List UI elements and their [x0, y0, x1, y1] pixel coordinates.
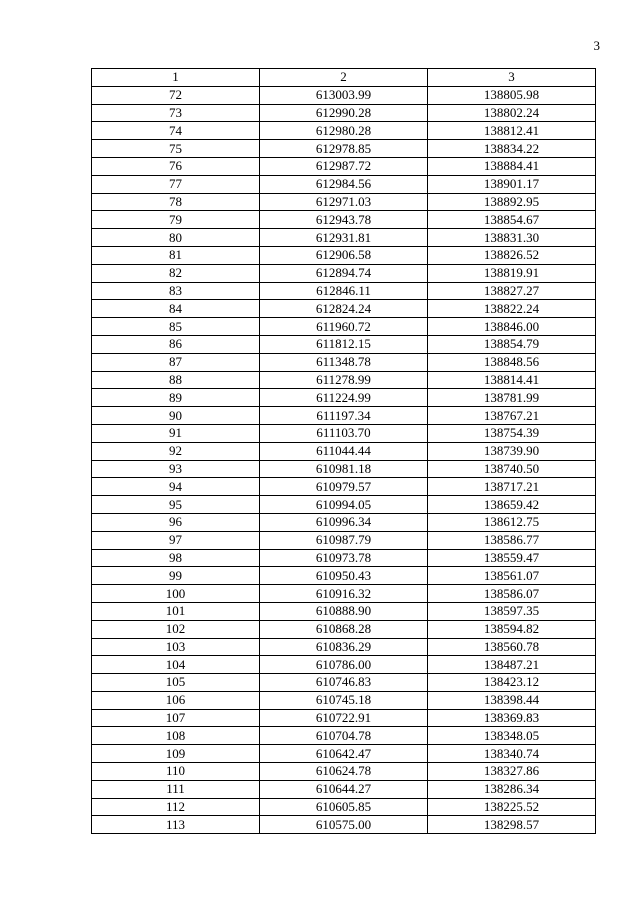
- cell-point-number: 90: [92, 407, 260, 425]
- table-row: [92, 389, 596, 407]
- cell-y-coordinate: 138740.50: [428, 460, 596, 478]
- cell-x-coordinate: 610981.18: [260, 460, 428, 478]
- cell-x-coordinate: 610624.78: [260, 763, 428, 781]
- table-row: [92, 300, 596, 318]
- cell-x-coordinate: 610868.28: [260, 620, 428, 638]
- table-row: [92, 371, 596, 389]
- cell-y-coordinate: 138767.21: [428, 407, 596, 425]
- table-row: [92, 157, 596, 175]
- cell-point-number: 85: [92, 318, 260, 336]
- cell-y-coordinate: 138754.39: [428, 424, 596, 442]
- cell-y-coordinate: 138594.82: [428, 620, 596, 638]
- cell-point-number: 99: [92, 567, 260, 585]
- cell-point-number: 77: [92, 175, 260, 193]
- table-row: [92, 335, 596, 353]
- cell-x-coordinate: 610950.43: [260, 567, 428, 585]
- coordinates-table: [91, 68, 596, 834]
- cell-y-coordinate: 138423.12: [428, 674, 596, 692]
- cell-point-number: 101: [92, 602, 260, 620]
- cell-x-coordinate: 612824.24: [260, 300, 428, 318]
- cell-y-coordinate: 138739.90: [428, 442, 596, 460]
- cell-x-coordinate: 612894.74: [260, 264, 428, 282]
- cell-y-coordinate: 138827.27: [428, 282, 596, 300]
- cell-point-number: 102: [92, 620, 260, 638]
- table-row: [92, 318, 596, 336]
- table-row: [92, 460, 596, 478]
- cell-x-coordinate: 610745.18: [260, 691, 428, 709]
- cell-y-coordinate: 138901.17: [428, 175, 596, 193]
- table-row: [92, 549, 596, 567]
- table-row: [92, 104, 596, 122]
- cell-x-coordinate: 613003.99: [260, 86, 428, 104]
- cell-y-coordinate: 138659.42: [428, 496, 596, 514]
- cell-y-coordinate: 138781.99: [428, 389, 596, 407]
- cell-point-number: 103: [92, 638, 260, 656]
- column-header-point-number: 1: [92, 69, 260, 87]
- cell-point-number: 79: [92, 211, 260, 229]
- table-row: [92, 282, 596, 300]
- table-row: [92, 691, 596, 709]
- table-row: [92, 211, 596, 229]
- cell-x-coordinate: 611044.44: [260, 442, 428, 460]
- cell-point-number: 88: [92, 371, 260, 389]
- cell-x-coordinate: 610836.29: [260, 638, 428, 656]
- cell-y-coordinate: 138487.21: [428, 656, 596, 674]
- cell-point-number: 83: [92, 282, 260, 300]
- cell-x-coordinate: 610994.05: [260, 496, 428, 514]
- cell-x-coordinate: 612931.81: [260, 229, 428, 247]
- table-row: [92, 656, 596, 674]
- cell-point-number: 105: [92, 674, 260, 692]
- cell-y-coordinate: 138854.79: [428, 335, 596, 353]
- cell-x-coordinate: 612990.28: [260, 104, 428, 122]
- cell-x-coordinate: 610979.57: [260, 478, 428, 496]
- cell-x-coordinate: 612846.11: [260, 282, 428, 300]
- cell-y-coordinate: 138559.47: [428, 549, 596, 567]
- cell-y-coordinate: 138892.95: [428, 193, 596, 211]
- cell-y-coordinate: 138327.86: [428, 763, 596, 781]
- table-row: [92, 674, 596, 692]
- cell-x-coordinate: 610973.78: [260, 549, 428, 567]
- cell-x-coordinate: 611348.78: [260, 353, 428, 371]
- cell-y-coordinate: 138814.41: [428, 371, 596, 389]
- cell-point-number: 109: [92, 745, 260, 763]
- cell-point-number: 72: [92, 86, 260, 104]
- cell-point-number: 100: [92, 585, 260, 603]
- table-row: [92, 122, 596, 140]
- cell-y-coordinate: 138348.05: [428, 727, 596, 745]
- cell-y-coordinate: 138854.67: [428, 211, 596, 229]
- cell-x-coordinate: 610746.83: [260, 674, 428, 692]
- cell-x-coordinate: 612943.78: [260, 211, 428, 229]
- cell-y-coordinate: 138398.44: [428, 691, 596, 709]
- table-row: [92, 620, 596, 638]
- cell-point-number: 91: [92, 424, 260, 442]
- cell-x-coordinate: 610644.27: [260, 780, 428, 798]
- cell-point-number: 75: [92, 140, 260, 158]
- cell-y-coordinate: 138834.22: [428, 140, 596, 158]
- cell-x-coordinate: 610605.85: [260, 798, 428, 816]
- table-row: [92, 585, 596, 603]
- cell-y-coordinate: 138831.30: [428, 229, 596, 247]
- table-row: [92, 780, 596, 798]
- cell-y-coordinate: 138812.41: [428, 122, 596, 140]
- table-header-row: [92, 69, 596, 87]
- table-row: [92, 264, 596, 282]
- table-row: [92, 175, 596, 193]
- table-row: [92, 798, 596, 816]
- column-header-y-coordinate: 3: [428, 69, 596, 87]
- table-row: [92, 745, 596, 763]
- cell-y-coordinate: 138298.57: [428, 816, 596, 834]
- table-row: [92, 193, 596, 211]
- cell-point-number: 113: [92, 816, 260, 834]
- cell-y-coordinate: 138612.75: [428, 513, 596, 531]
- cell-x-coordinate: 611278.99: [260, 371, 428, 389]
- cell-point-number: 93: [92, 460, 260, 478]
- cell-x-coordinate: 610996.34: [260, 513, 428, 531]
- cell-point-number: 80: [92, 229, 260, 247]
- cell-x-coordinate: 611224.99: [260, 389, 428, 407]
- cell-point-number: 96: [92, 513, 260, 531]
- cell-point-number: 86: [92, 335, 260, 353]
- cell-y-coordinate: 138369.83: [428, 709, 596, 727]
- cell-point-number: 104: [92, 656, 260, 674]
- cell-point-number: 76: [92, 157, 260, 175]
- cell-point-number: 87: [92, 353, 260, 371]
- table-row: [92, 86, 596, 104]
- cell-x-coordinate: 611103.70: [260, 424, 428, 442]
- table-row: [92, 229, 596, 247]
- cell-x-coordinate: 610987.79: [260, 531, 428, 549]
- cell-point-number: 89: [92, 389, 260, 407]
- cell-point-number: 110: [92, 763, 260, 781]
- cell-x-coordinate: 612987.72: [260, 157, 428, 175]
- cell-x-coordinate: 610704.78: [260, 727, 428, 745]
- table-row: [92, 709, 596, 727]
- cell-y-coordinate: 138286.34: [428, 780, 596, 798]
- table-row: [92, 140, 596, 158]
- cell-x-coordinate: 612984.56: [260, 175, 428, 193]
- cell-y-coordinate: 138826.52: [428, 246, 596, 264]
- table-row: [92, 246, 596, 264]
- cell-y-coordinate: 138586.77: [428, 531, 596, 549]
- cell-y-coordinate: 138340.74: [428, 745, 596, 763]
- table-row: [92, 638, 596, 656]
- cell-x-coordinate: 612906.58: [260, 246, 428, 264]
- cell-y-coordinate: 138846.00: [428, 318, 596, 336]
- table-row: [92, 478, 596, 496]
- cell-y-coordinate: 138586.07: [428, 585, 596, 603]
- table-row: [92, 496, 596, 514]
- cell-x-coordinate: 612980.28: [260, 122, 428, 140]
- cell-y-coordinate: 138822.24: [428, 300, 596, 318]
- cell-y-coordinate: 138560.78: [428, 638, 596, 656]
- cell-point-number: 98: [92, 549, 260, 567]
- cell-point-number: 73: [92, 104, 260, 122]
- cell-point-number: 81: [92, 246, 260, 264]
- table-row: [92, 567, 596, 585]
- cell-y-coordinate: 138848.56: [428, 353, 596, 371]
- cell-point-number: 92: [92, 442, 260, 460]
- cell-point-number: 111: [92, 780, 260, 798]
- page-number: 3: [593, 38, 600, 53]
- cell-y-coordinate: 138805.98: [428, 86, 596, 104]
- table-row: [92, 513, 596, 531]
- cell-point-number: 95: [92, 496, 260, 514]
- cell-x-coordinate: 610722.91: [260, 709, 428, 727]
- cell-y-coordinate: 138225.52: [428, 798, 596, 816]
- cell-y-coordinate: 138717.21: [428, 478, 596, 496]
- table-row: [92, 424, 596, 442]
- cell-x-coordinate: 611812.15: [260, 335, 428, 353]
- cell-x-coordinate: 611197.34: [260, 407, 428, 425]
- cell-point-number: 78: [92, 193, 260, 211]
- table-body: [92, 86, 596, 833]
- table-row: [92, 407, 596, 425]
- table-row: [92, 602, 596, 620]
- table-row: [92, 816, 596, 834]
- column-header-x-coordinate: 2: [260, 69, 428, 87]
- cell-point-number: 112: [92, 798, 260, 816]
- cell-x-coordinate: 611960.72: [260, 318, 428, 336]
- cell-x-coordinate: 610888.90: [260, 602, 428, 620]
- cell-point-number: 97: [92, 531, 260, 549]
- table-row: [92, 531, 596, 549]
- cell-x-coordinate: 610916.32: [260, 585, 428, 603]
- cell-point-number: 107: [92, 709, 260, 727]
- cell-x-coordinate: 610642.47: [260, 745, 428, 763]
- cell-point-number: 108: [92, 727, 260, 745]
- table-row: [92, 353, 596, 371]
- cell-y-coordinate: 138819.91: [428, 264, 596, 282]
- cell-y-coordinate: 138561.07: [428, 567, 596, 585]
- cell-point-number: 84: [92, 300, 260, 318]
- cell-point-number: 74: [92, 122, 260, 140]
- table-row: [92, 763, 596, 781]
- cell-point-number: 82: [92, 264, 260, 282]
- cell-y-coordinate: 138884.41: [428, 157, 596, 175]
- table-row: [92, 442, 596, 460]
- table-row: [92, 727, 596, 745]
- cell-y-coordinate: 138802.24: [428, 104, 596, 122]
- cell-x-coordinate: 612978.85: [260, 140, 428, 158]
- cell-x-coordinate: 610786.00: [260, 656, 428, 674]
- cell-x-coordinate: 610575.00: [260, 816, 428, 834]
- cell-point-number: 106: [92, 691, 260, 709]
- cell-x-coordinate: 612971.03: [260, 193, 428, 211]
- cell-point-number: 94: [92, 478, 260, 496]
- cell-y-coordinate: 138597.35: [428, 602, 596, 620]
